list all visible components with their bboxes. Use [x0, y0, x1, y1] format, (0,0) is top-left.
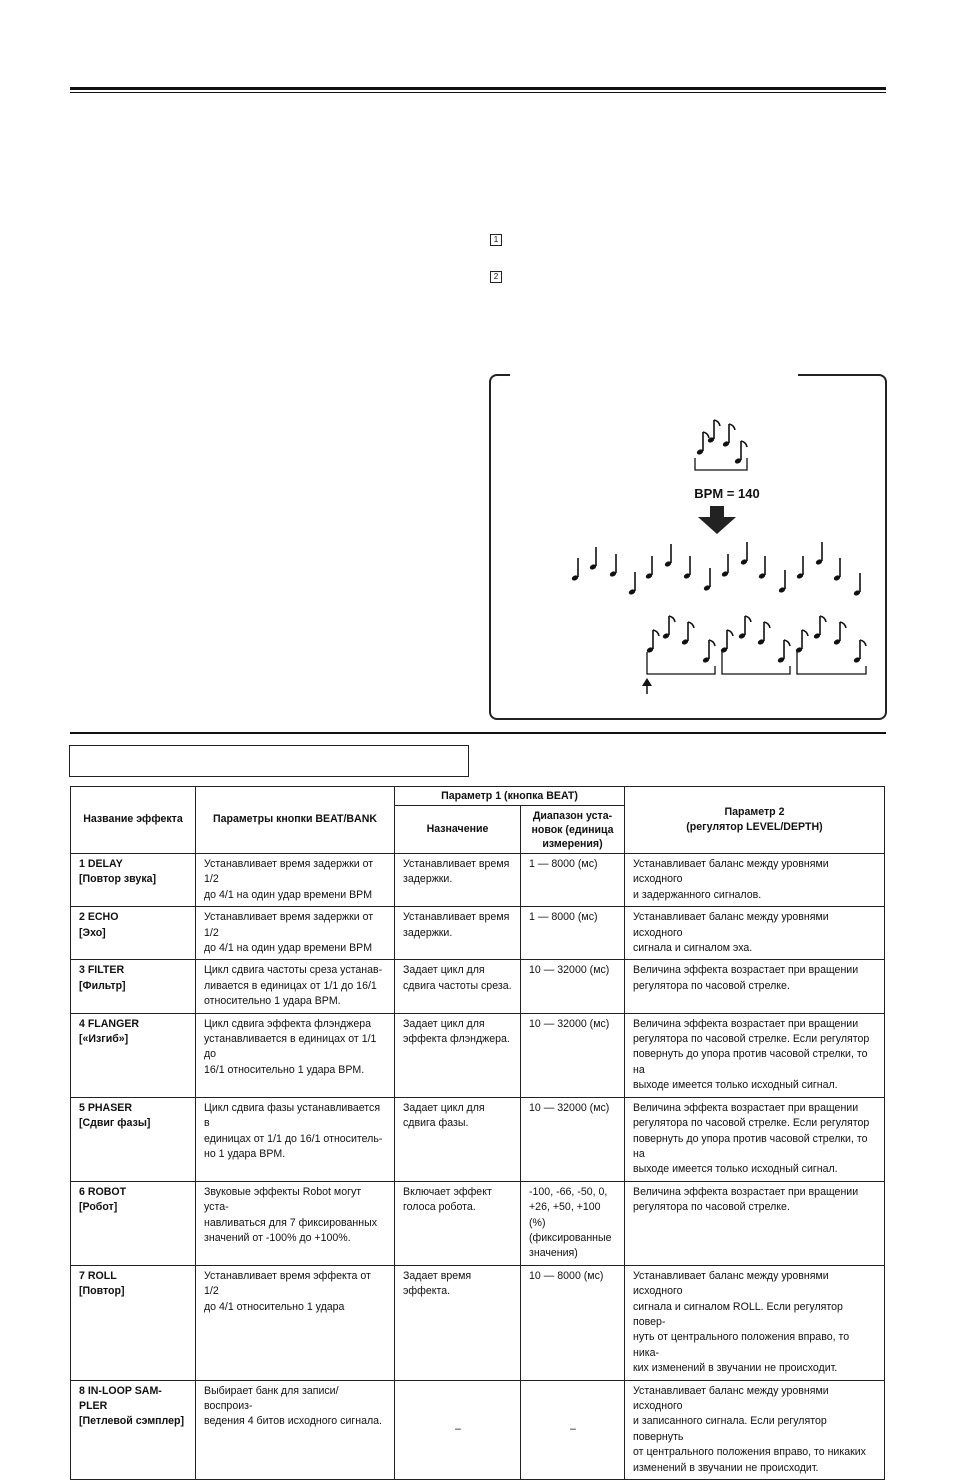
purpose-cell: Задает время эффекта.	[395, 1265, 521, 1380]
table-row	[71, 1265, 885, 1380]
header-beat-bank: Параметры кнопки BEAT/BANK	[196, 787, 395, 854]
purpose-cell: –	[395, 1380, 521, 1479]
section-title-box	[69, 745, 469, 777]
purpose-cell: Задает цикл для сдвига фазы.	[395, 1097, 521, 1181]
table-row	[71, 1380, 885, 1479]
param2-cell: Устанавливает баланс между уровнями исходного и записанного сигнала. Если регулятор повернуть от центрального положения вправо, то никаких изменений в звучании не происходит.	[625, 1380, 885, 1479]
beat-cell: Устанавливает время задержки от 1/2 до 4/1 на один удар времени BPM	[196, 907, 395, 960]
bpm-label: BPM = 140	[694, 486, 760, 501]
param2-cell: Величина эффекта возрастает при вращении регулятора по часовой стрелке.	[625, 1181, 885, 1265]
purpose-cell: Задает цикл для сдвига частоты среза.	[395, 960, 521, 1013]
step-marker-2: 2	[490, 271, 502, 283]
purpose-cell: Устанавливает время задержки.	[395, 907, 521, 960]
header-param1: Параметр 1 (кнопка BEAT)	[395, 787, 625, 806]
top-rule	[70, 87, 886, 90]
header-effect-name: Название эффекта	[71, 787, 196, 854]
step-marker-1: 1	[490, 234, 502, 246]
beat-diagram	[489, 374, 887, 720]
header-param2: Параметр 2 (регулятор LEVEL/DEPTH)	[625, 787, 885, 854]
section-rule	[70, 732, 886, 734]
param2-cell: Устанавливает баланс между уровнями исходного и задержанного сигналов.	[625, 854, 885, 907]
table-row	[71, 1013, 885, 1097]
beat-cell: Устанавливает время задержки от 1/2 до 4/1 на один удар времени BPM	[196, 854, 395, 907]
table-row	[71, 854, 885, 907]
input-notes	[696, 420, 747, 465]
range-cell: 10 — 32000 (мс)	[521, 960, 625, 1013]
effect-name-cell: 1 DELAY [Повтор звука]	[71, 854, 196, 907]
range-cell: 10 — 8000 (мс)	[521, 1265, 625, 1380]
effect-name-cell: 6 ROBOT [Робот]	[71, 1181, 196, 1265]
beat-cell: Звуковые эффекты Robot могут уста- навливаться для 7 фиксированных значений от -100% до +100%.	[196, 1181, 395, 1265]
effect-name-cell: 5 PHASER [Сдвиг фазы]	[71, 1097, 196, 1181]
beat-cell: Цикл сдвига частоты среза устанав- ливается в единицах от 1/1 до 16/1 относительно 1 удара BPM.	[196, 960, 395, 1013]
effect-name-cell: 3 FILTER [Фильтр]	[71, 960, 196, 1013]
loop-brackets	[647, 652, 866, 674]
param2-cell: Величина эффекта возрастает при вращении регулятора по часовой стрелке. Если регулятор повернуть до упора против часовой стрелки, то на выходе имеется только исходный сигнал.	[625, 1097, 885, 1181]
param2-cell: Устанавливает баланс между уровнями исходного сигнала и сигналом ROLL. Если регулятор повер- нуть от центрального положения вправо, то ника- ких изменений в звучании не происходит.	[625, 1265, 885, 1380]
beat-cell: Цикл сдвига эффекта флэнджера устанавливается в единицах от 1/1 до 16/1 относительно 1 удара BPM.	[196, 1013, 395, 1097]
param2-cell: Величина эффекта возрастает при вращении регулятора по часовой стрелке.	[625, 960, 885, 1013]
range-cell: 1 — 8000 (мс)	[521, 907, 625, 960]
param2-cell: Устанавливает баланс между уровнями исходного сигнала и сигналом эха.	[625, 907, 885, 960]
effect-name-cell: 2 ECHO [Эхо]	[71, 907, 196, 960]
table-row	[71, 907, 885, 960]
top-rule-thin	[70, 92, 886, 93]
beat-row-notes	[571, 542, 861, 597]
range-cell: 1 — 8000 (мс)	[521, 854, 625, 907]
header-param1-range: Диапазон уста- новок (единица измерения)	[521, 806, 625, 854]
range-cell: 10 — 32000 (мс)	[521, 1097, 625, 1181]
table-row	[71, 1181, 885, 1265]
effect-name-cell: 4 FLANGER [«Изгиб»]	[71, 1013, 196, 1097]
loop-notes	[646, 616, 866, 664]
range-cell: -100, -66, -50, 0, +26, +50, +100 (%) (фиксированные значения)	[521, 1181, 625, 1265]
range-cell: 10 — 32000 (мс)	[521, 1013, 625, 1097]
effects-table	[70, 786, 885, 1480]
beat-cell: Выбирает банк для записи/воспроиз- ведения 4 битов исходного сигнала.	[196, 1380, 395, 1479]
purpose-cell: Устанавливает время задержки.	[395, 854, 521, 907]
effect-name-cell: 7 ROLL [Повтор]	[71, 1265, 196, 1380]
table-row	[71, 960, 885, 1013]
down-arrow-icon	[698, 506, 736, 534]
beat-cell: Цикл сдвига фазы устанавливается в единицах от 1/1 до 16/1 относитель- но 1 удара BPM.	[196, 1097, 395, 1181]
param2-cell: Величина эффекта возрастает при вращении регулятора по часовой стрелке. Если регулятор повернуть до упора против часовой стрелки, то на выходе имеется только исходный сигнал.	[625, 1013, 885, 1097]
up-arrow-icon	[642, 678, 652, 694]
effect-name-cell: 8 IN-LOOP SAM- PLER [Петлевой сэмплер]	[71, 1380, 196, 1479]
range-cell: –	[521, 1380, 625, 1479]
purpose-cell: Задает цикл для эффекта флэнджера.	[395, 1013, 521, 1097]
header-param1-purpose: Назначение	[395, 806, 521, 854]
beat-cell: Устанавливает время эффекта от 1/2 до 4/1 относительно 1 удара	[196, 1265, 395, 1380]
table-row	[71, 1097, 885, 1181]
purpose-cell: Включает эффект голоса робота.	[395, 1181, 521, 1265]
